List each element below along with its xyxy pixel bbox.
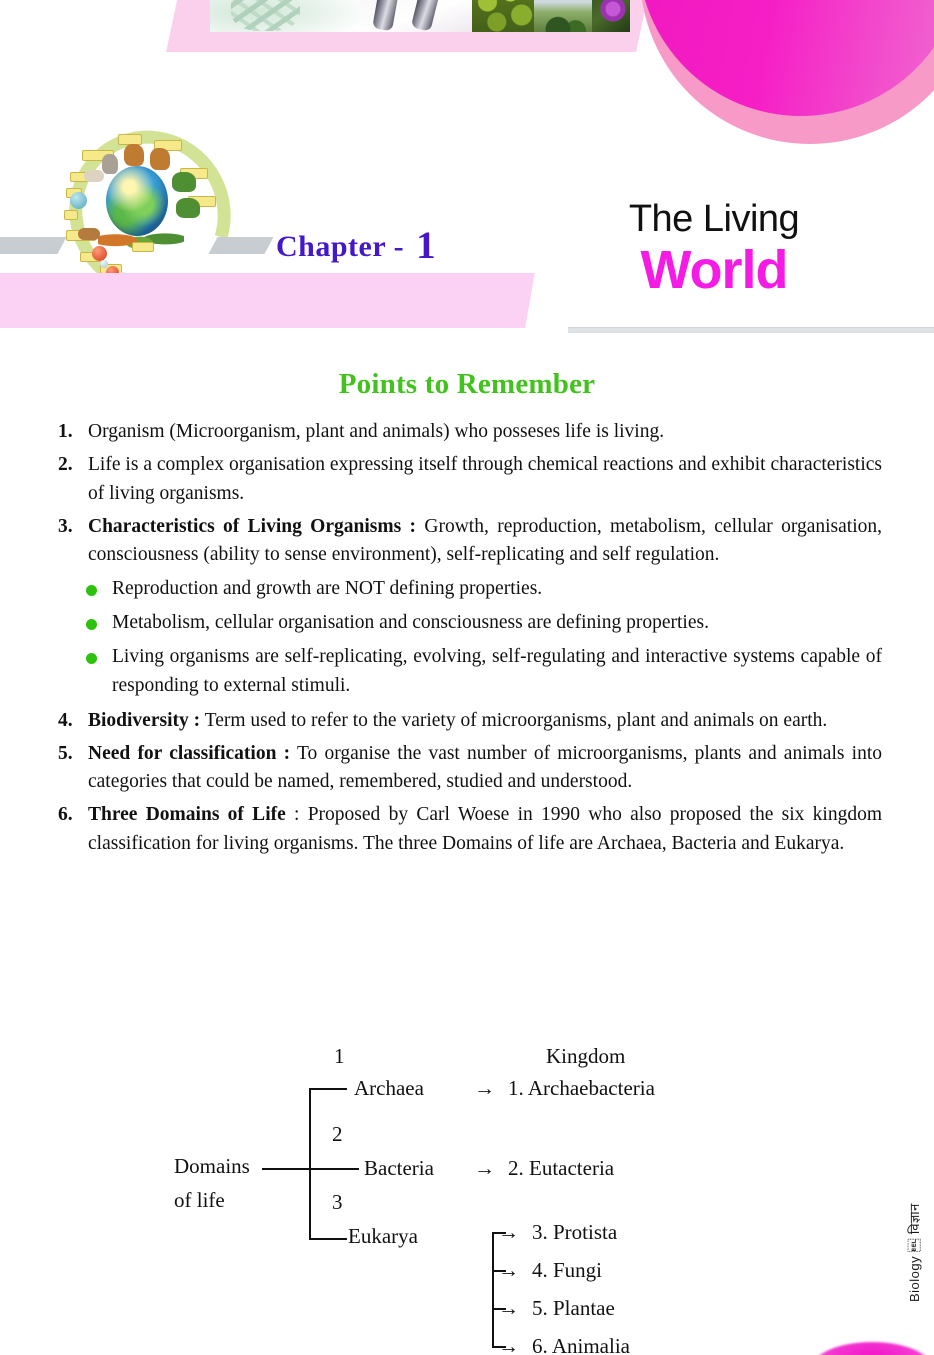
chapter-number: 1 xyxy=(416,224,437,267)
page-title-line2: World xyxy=(640,239,788,300)
eco-label-node xyxy=(132,242,154,252)
molecule-sphere xyxy=(92,246,107,261)
list-item-number: 1. xyxy=(58,421,73,442)
sub-item-text: Metabolism, cellular organisation and consciousness are defining properties. xyxy=(112,612,709,634)
diagram-domain-bacteria: Bacteria xyxy=(364,1156,434,1180)
list-item xyxy=(58,740,882,798)
list-item xyxy=(86,609,882,638)
diagram-kingdom-animalia: 6. Animalia xyxy=(532,1334,630,1355)
list-item-text: Term used to refer to the variety of microorganisms, plant and animals on earth. xyxy=(200,709,828,731)
list-item-number: 3. xyxy=(58,515,73,537)
deer-figure xyxy=(102,154,118,174)
list-item-body xyxy=(88,418,882,447)
bone-figure xyxy=(78,228,100,240)
diagram-index-2: 2 xyxy=(332,1122,343,1146)
list-item xyxy=(58,418,882,447)
decorative-bottom-blob xyxy=(812,1342,932,1355)
grass-tuft xyxy=(172,172,196,192)
sub-item-text: Reproduction and growth are NOT defining properties. xyxy=(112,578,543,600)
diagram-index-3: 3 xyxy=(332,1190,343,1214)
list-item xyxy=(86,575,882,604)
side-margin-text: Biology  विज्ञान xyxy=(907,1203,922,1302)
grass-tuft xyxy=(176,198,200,218)
eco-label-node xyxy=(64,210,78,220)
section-heading: Points to Remember xyxy=(338,368,596,400)
diagram-root-line2: of life xyxy=(174,1188,225,1212)
list-item xyxy=(58,513,882,571)
list-item-lead: Three Domains of Life xyxy=(88,804,286,826)
dna-helix-photo xyxy=(210,0,360,32)
sub-bullet-list xyxy=(86,575,882,700)
list-item-lead: Need for classification : xyxy=(88,742,291,764)
microscope-photo xyxy=(360,0,472,32)
title-underline-rule xyxy=(568,327,934,333)
diagram-kingdom-header: Kingdom xyxy=(546,1044,626,1068)
arrow-icon: → xyxy=(498,1334,519,1355)
diagram-eukarya-bracket xyxy=(492,1232,494,1346)
pink-ribbon-band xyxy=(0,273,535,328)
list-item xyxy=(58,707,882,736)
diagram-kingdom-protista: 3. Protista xyxy=(532,1220,618,1244)
molecule-sphere xyxy=(70,192,87,209)
orchid-flower-photo xyxy=(592,0,630,32)
diagram-kingdom-archaebacteria: 1. Archaebacteria xyxy=(508,1076,655,1100)
cactus-plants-photo xyxy=(472,0,534,32)
domains-of-life-diagram xyxy=(150,1044,770,1355)
diagram-index-1: 1 xyxy=(334,1044,345,1068)
deer-figure xyxy=(124,144,144,166)
list-item xyxy=(86,643,882,701)
list-item-text: To organise the vast number of microorganisms, plants and animals into categories that could be named, remembered, studied and understood. xyxy=(88,742,882,793)
gray-accent-bar-mid xyxy=(208,237,273,254)
bullet-dot-icon xyxy=(86,609,112,630)
list-item-lead: Characteristics of Living Organisms : xyxy=(88,515,417,537)
list-item-text: Life is a complex organisation expressing itself through chemical reactions and exhibit characteristics of living organisms. xyxy=(88,453,882,504)
top-banner xyxy=(172,0,642,52)
diagram-kingdom-eutacteria: 2. Eutacteria xyxy=(508,1156,615,1180)
list-item-number: 5. xyxy=(58,742,73,764)
diagram-root-connector xyxy=(262,1168,310,1170)
arrow-icon: → xyxy=(498,1220,519,1244)
page-title-line1: The Living xyxy=(628,198,800,240)
page-title xyxy=(574,200,854,299)
diagram-kingdom-fungi: 4. Fungi xyxy=(532,1258,603,1282)
diagram-spine xyxy=(309,1088,311,1240)
diagram-domain-eukarya: Eukarya xyxy=(348,1224,418,1248)
chapter-label xyxy=(276,223,436,268)
ecosystem-globe-illustration xyxy=(62,126,218,278)
diagram-branch-archaea xyxy=(309,1088,347,1090)
arrow-icon: → xyxy=(474,1156,495,1180)
diagram-root-line1: Domains xyxy=(174,1154,250,1178)
bullet-dot-icon xyxy=(86,575,112,596)
list-item-body xyxy=(88,801,882,859)
arrow-icon: → xyxy=(498,1258,519,1282)
chapter-label-text: Chapter - xyxy=(276,230,413,263)
list-item-number: 6. xyxy=(58,804,73,826)
diagram-kingdom-plantae: 5. Plantae xyxy=(532,1296,615,1320)
list-item-body xyxy=(88,707,882,736)
list-item-text: Organism (Microorganism, plant and animals) who posseses life is living. xyxy=(88,421,665,442)
list-item-number: 2. xyxy=(58,453,73,475)
banner-photo-strip xyxy=(210,0,630,32)
list-item xyxy=(58,801,882,859)
list-item xyxy=(58,451,882,509)
molecule-sphere xyxy=(100,260,108,268)
arrow-icon: → xyxy=(474,1076,495,1100)
list-item-body xyxy=(88,451,882,509)
gray-accent-bar-left xyxy=(0,237,67,254)
list-item-text: : Proposed by Carl Woese in 1990 who also proposed the six kingdom classification for living organisms. The three Domains of life are Archaea, Bacteria and Eukarya. xyxy=(88,804,882,855)
deer-figure xyxy=(150,148,170,170)
mountain-forest-photo xyxy=(534,0,592,32)
sub-item-text: Living organisms are self-replicating, evolving, self-regulating and interactive systems capable of responding to external stimuli. xyxy=(112,646,882,696)
diagram-domain-archaea: Archaea xyxy=(354,1076,424,1100)
diagram-branch-bacteria xyxy=(309,1168,359,1170)
bullet-dot-icon xyxy=(86,643,112,664)
points-list xyxy=(58,418,882,863)
bone-figure xyxy=(84,170,104,182)
list-item-text: Growth, reproduction, metabolism, cellular organisation, consciousness (ability to sense environment), self-replicating and self regulation. xyxy=(88,515,883,566)
diagram-branch-eukarya xyxy=(309,1238,347,1240)
list-item-body xyxy=(88,513,882,571)
list-item-lead: Biodiversity : xyxy=(88,709,201,731)
list-item-number: 4. xyxy=(58,709,73,731)
arrow-icon: → xyxy=(498,1296,519,1320)
list-item-body xyxy=(88,740,882,798)
